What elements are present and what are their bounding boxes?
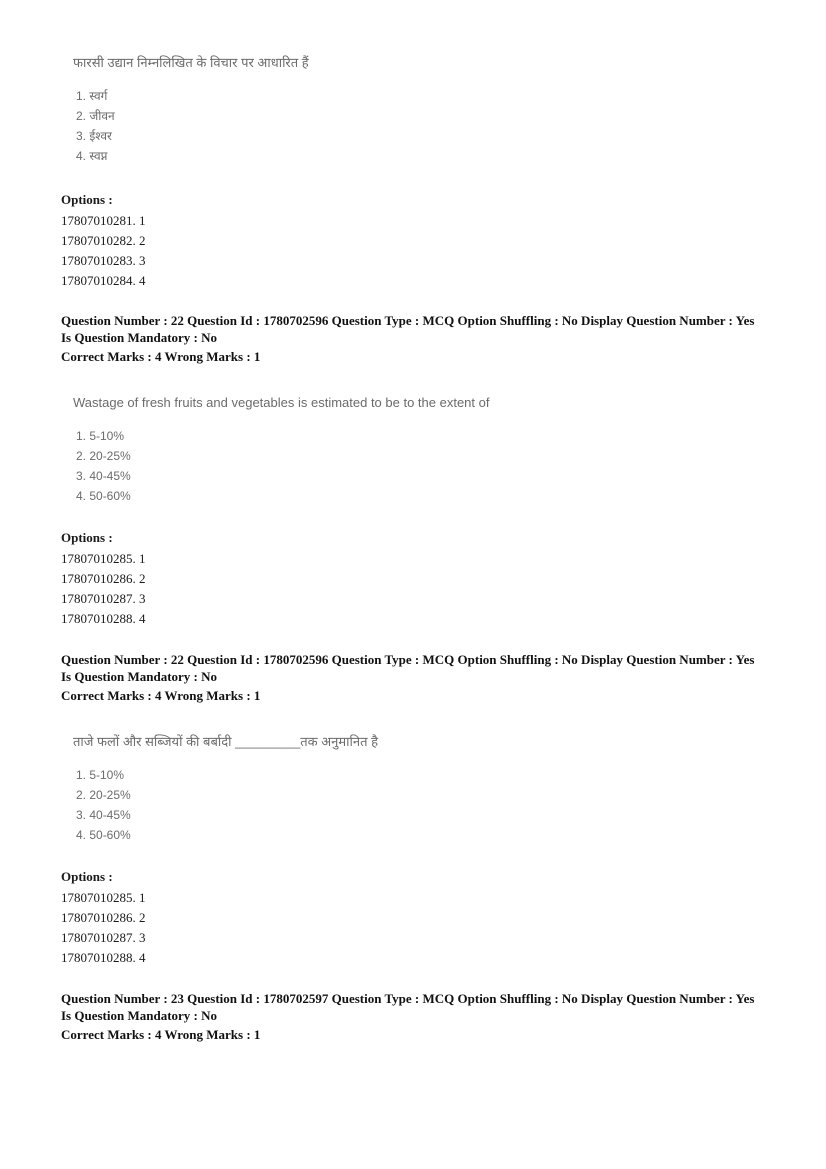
- answer-item: 3. 40-45%: [76, 808, 131, 822]
- answer-item: 3. 40-45%: [76, 469, 131, 483]
- question-text: Wastage of fresh fruits and vegetables is estimated to be to the extent of: [73, 395, 490, 410]
- answer-item: 4. 50-60%: [76, 489, 131, 503]
- options-block: [61, 191, 146, 291]
- meta-line: Correct Marks : 4 Wrong Marks : 1: [61, 688, 261, 703]
- answer-list: [76, 86, 309, 166]
- option-row: 17807010286. 2: [61, 910, 146, 925]
- question-image: [73, 394, 489, 506]
- answer-item: 3. ईश्वर: [76, 129, 112, 143]
- options-heading: Options :: [61, 869, 113, 884]
- meta-line: Is Question Mandatory : No: [61, 330, 218, 345]
- answer-list: [76, 426, 489, 506]
- option-row: 17807010287. 3: [61, 591, 146, 606]
- question-meta: [61, 651, 781, 704]
- question-text: फारसी उद्यान निम्नलिखित के विचार पर आधारित हैं: [73, 55, 309, 70]
- question-meta: [61, 990, 781, 1043]
- answer-item: 4. 50-60%: [76, 828, 131, 842]
- answer-item: 2. 20-25%: [76, 788, 131, 802]
- options-block: [61, 529, 146, 629]
- options-heading: Options :: [61, 530, 113, 545]
- question-image: [73, 733, 378, 845]
- answer-item: 1. स्वर्ग: [76, 89, 108, 103]
- question-meta: [61, 312, 781, 365]
- options-block: [61, 868, 146, 968]
- option-row: 17807010281. 1: [61, 213, 146, 228]
- answer-item: 2. 20-25%: [76, 449, 131, 463]
- meta-line: Question Number : 22 Question Id : 1780702596 Question Type : MCQ Option Shuffling : No Display Question Number : Yes: [61, 313, 755, 328]
- answer-list: [76, 765, 378, 845]
- option-row: 17807010288. 4: [61, 950, 146, 965]
- answer-item: 2. जीवन: [76, 109, 115, 123]
- meta-line: Question Number : 22 Question Id : 1780702596 Question Type : MCQ Option Shuffling : No Display Question Number : Yes: [61, 652, 755, 667]
- answer-item: 1. 5-10%: [76, 429, 125, 443]
- answer-item: 4. स्वप्न: [76, 149, 108, 163]
- meta-line: Correct Marks : 4 Wrong Marks : 1: [61, 1027, 261, 1042]
- meta-line: Correct Marks : 4 Wrong Marks : 1: [61, 349, 261, 364]
- question-text: ताजे फलों और सब्जियों की बर्बादी _________तक अनुमानित है: [73, 734, 378, 749]
- option-row: 17807010284. 4: [61, 273, 146, 288]
- meta-line: Is Question Mandatory : No: [61, 669, 218, 684]
- meta-line: Is Question Mandatory : No: [61, 1008, 218, 1023]
- answer-item: 1. 5-10%: [76, 768, 125, 782]
- option-row: 17807010285. 1: [61, 890, 146, 905]
- option-row: 17807010288. 4: [61, 611, 146, 626]
- options-heading: Options :: [61, 192, 113, 207]
- option-row: 17807010283. 3: [61, 253, 146, 268]
- option-row: 17807010287. 3: [61, 930, 146, 945]
- option-row: 17807010286. 2: [61, 571, 146, 586]
- question-image: [73, 54, 309, 166]
- option-row: 17807010285. 1: [61, 551, 146, 566]
- option-row: 17807010282. 2: [61, 233, 146, 248]
- meta-line: Question Number : 23 Question Id : 1780702597 Question Type : MCQ Option Shuffling : No Display Question Number : Yes: [61, 991, 755, 1006]
